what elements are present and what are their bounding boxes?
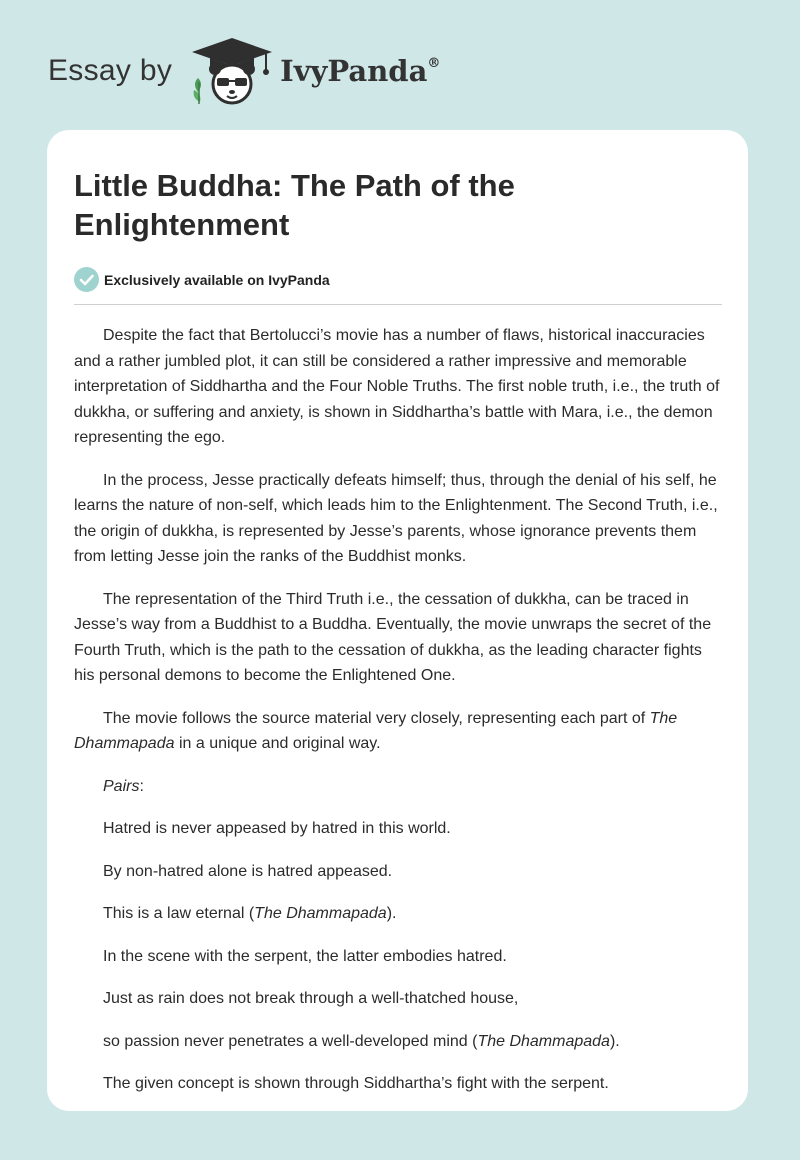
essay-paragraph (74, 706, 722, 757)
paragraph-text: This is a law eternal ( (103, 905, 255, 922)
check-circle-icon (74, 267, 99, 292)
essay-paragraph (74, 323, 722, 451)
brand-name: IvyPanda® (280, 54, 441, 88)
essay-by-label: Essay by (48, 54, 173, 87)
paragraph-text: in a unique and original way. (174, 735, 381, 752)
essay-paragraph (74, 901, 722, 927)
paragraph-text: : (139, 777, 144, 795)
italic-text: The Dhammapada (74, 709, 678, 752)
paragraph-text: The given concept is shown through Siddhartha’s fight with the serpent. (103, 1075, 609, 1092)
essay-paragraph (74, 859, 722, 885)
paragraph-text: Hatred is never appeased by hatred in this world. (103, 820, 451, 837)
italic-text: The Dhammapada (254, 905, 387, 922)
paragraph-text: ). (386, 905, 397, 922)
essay-paragraph (74, 1029, 722, 1055)
paragraph-text: ). (609, 1032, 620, 1050)
paragraph-text: Despite the fact that Bertolucci’s movie has a number of flaws, historical inaccuracies and a rather jumbled plot, it can still be considered a rather impressive and memorable interpretation of Siddhartha and the Four Noble Truths. The first noble truth, i.e., the truth of dukkha, or suffering and anxiety, is shown in Siddhartha’s battle with Mara, i.e., the demon representing the ego. (74, 327, 720, 446)
essay-paragraph (74, 774, 722, 800)
exclusive-badge-text: Exclusively available on IvyPanda (104, 271, 330, 288)
essay-body (74, 323, 722, 1097)
paragraph-text: By non-hatred alone is hatred appeased. (103, 862, 393, 880)
paragraph-text: so passion never penetrates a well-developed mind ( (103, 1032, 478, 1050)
essay-title: Little Buddha: The Path of the Enlightenment (74, 168, 515, 242)
italic-text: Pairs (103, 777, 140, 795)
paragraph-text: In the process, Jesse practically defeats himself; thus, through the denial of his self, he learns the nature of non-self, which leads him to the Enlightenment. The Second Truth, i.e., the origin of dukkha, is represented by Jesse’s parents, whose ignorance prevents them from letting Jesse join the ranks of the Buddhist monks. (74, 471, 718, 565)
essay-paragraph (74, 1071, 722, 1097)
paragraph-text: Just as rain does not break through a well-thatched house, (103, 990, 519, 1007)
paragraph-text: The movie follows the source material very closely, representing each part of (103, 709, 650, 727)
panda-graduation-cap-icon (186, 36, 280, 106)
paragraph-text: In the scene with the serpent, the latter embodies hatred. (103, 947, 507, 965)
essay-paragraph (74, 816, 722, 842)
title-divider (74, 304, 722, 305)
exclusive-badge (74, 267, 722, 292)
site-header-logo[interactable] (48, 36, 440, 106)
essay-card (47, 130, 748, 1111)
essay-paragraph (74, 468, 722, 570)
paragraph-text: The representation of the Third Truth i.e., the cessation of dukkha, can be traced in Jesse’s way from a Buddhist to a Buddha. Eventually, the movie unwraps the secret of the Fourth Truth, which is the path to the cessation of dukkha, as the leading character fights his personal demons to become the Enlightened One. (74, 590, 712, 684)
italic-text: The Dhammapada (477, 1032, 610, 1050)
essay-paragraph (74, 986, 722, 1012)
essay-paragraph (74, 587, 722, 689)
registered-mark: ® (427, 56, 441, 71)
essay-paragraph (74, 944, 722, 970)
